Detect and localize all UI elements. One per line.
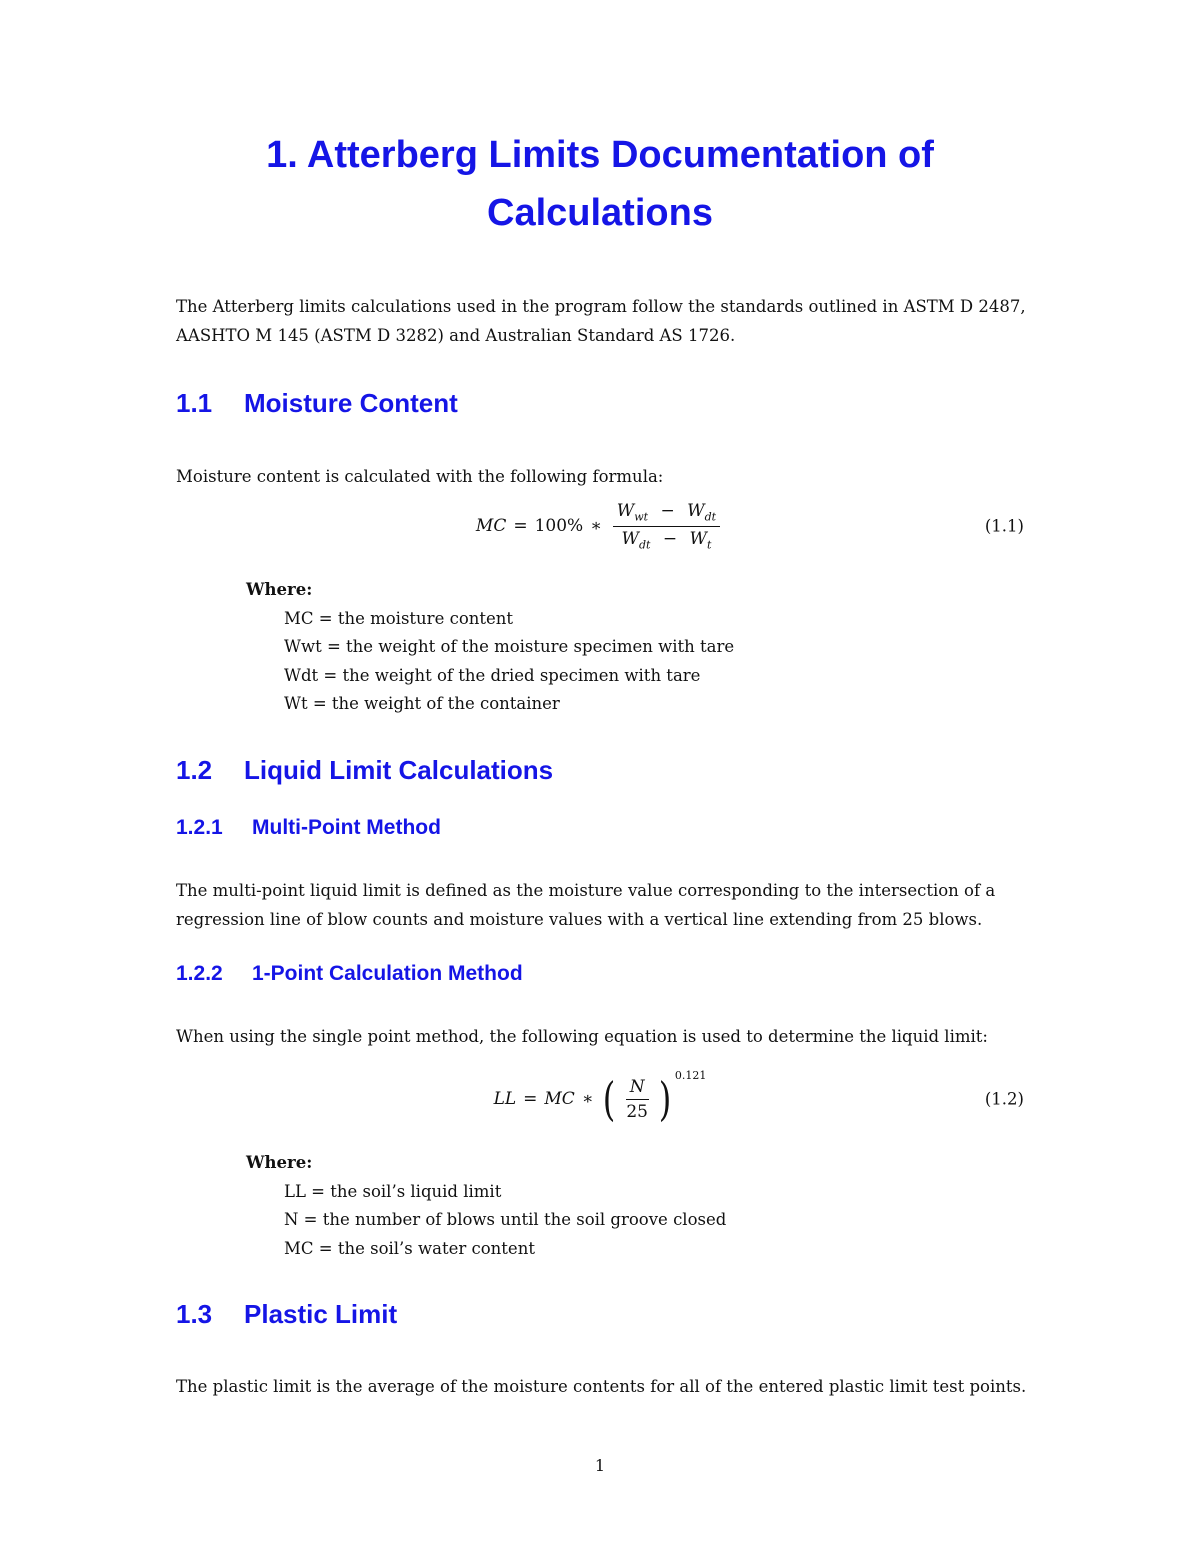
multi-point-line-2: regression line of blow counts and moisture values with a vertical line extending from 25 blows.: [176, 910, 983, 929]
definition-row: Wt = the weight of the container: [284, 694, 560, 713]
subsection-number: 1.2.1: [176, 816, 223, 839]
multi-point-paragraph: [176, 876, 1036, 934]
eq-percent: 100%: [534, 516, 584, 536]
chapter-title-text: 1. Atterberg Limits Documentation of Calculations: [266, 134, 934, 234]
where-label: Where:: [246, 1153, 313, 1172]
where-block-moisture: [246, 576, 946, 719]
equation-number: (1.1): [984, 516, 1024, 536]
equation-body: [176, 491, 1024, 561]
moisture-content-text: Moisture content is calculated with the following formula:: [176, 467, 664, 486]
equation-body: [176, 1064, 1024, 1134]
eq-numerator: [613, 501, 720, 526]
eq-equals: =: [523, 1089, 538, 1109]
sub-dt: dt: [704, 510, 717, 524]
eq-minus: −: [660, 501, 675, 522]
left-paren: (: [603, 1072, 616, 1126]
definition-row: MC = the soil’s water content: [284, 1238, 535, 1258]
section-title: Liquid Limit Calculations: [244, 755, 554, 785]
intro-line-1: The Atterberg limits calculations used in the program follow the standards outlined in ASTM D 2487,: [176, 297, 1026, 316]
equation-number: (1.2): [984, 1089, 1024, 1109]
subsection-heading-multi-point: [176, 816, 441, 840]
eq-lhs: LL: [493, 1089, 517, 1109]
eq-multiply: ∗: [590, 516, 602, 536]
eq-denominator: [617, 527, 715, 551]
intro-paragraph: [176, 292, 1036, 350]
eq-power: [600, 1068, 707, 1126]
chapter-title: [150, 126, 1050, 242]
eq-denominator: 25: [626, 1101, 648, 1122]
var-w: W: [689, 528, 707, 549]
eq-mc: MC: [544, 1089, 575, 1109]
one-point-text: When using the single point method, the following equation is used to determine the liquid limit:: [176, 1027, 988, 1046]
definition-row: MC = the moisture content: [284, 608, 514, 628]
var-w: W: [616, 501, 635, 522]
where-label: Where:: [246, 580, 313, 599]
page-number: 1: [594, 1456, 606, 1475]
subsection-title: Multi-Point Method: [252, 816, 441, 839]
eq-fraction: [622, 1077, 652, 1122]
section-number: 1.2: [176, 755, 213, 785]
subsection-title: 1-Point Calculation Method: [252, 962, 523, 985]
intro-line-2: AASHTO M 145 (ASTM D 3282) and Australian Standard AS 1726.: [176, 326, 736, 345]
subsection-number: 1.2.2: [176, 962, 223, 985]
var-w: W: [621, 528, 639, 549]
section-number: 1.1: [176, 388, 213, 418]
eq-equals: =: [513, 516, 528, 536]
eq-fraction: [613, 501, 720, 551]
section-heading-liquid-limit: [176, 755, 553, 786]
eq-numerator: N: [626, 1077, 649, 1100]
section-number: 1.3: [176, 1299, 213, 1329]
eq-multiply: ∗: [581, 1089, 594, 1109]
definition-row: Wwt = the weight of the moisture specimen with tare: [284, 637, 735, 656]
definition-row: N = the number of blows until the soil groove closed: [284, 1210, 727, 1229]
eq-minus: −: [662, 528, 678, 549]
equation-liquid-limit: [176, 1064, 1024, 1134]
equation-moisture-content: [176, 491, 1024, 561]
eq-lhs: MC: [475, 516, 507, 536]
section-heading-moisture-content: [176, 388, 458, 419]
sub-wt: wt: [634, 510, 649, 524]
section-title: Plastic Limit: [244, 1299, 398, 1329]
var-w: W: [687, 501, 705, 522]
right-paren: ): [658, 1072, 672, 1126]
section-heading-plastic-limit: [176, 1299, 397, 1330]
section-title: Moisture Content: [244, 388, 458, 418]
where-block-liquid-limit: [246, 1149, 946, 1263]
subsection-heading-one-point: [176, 962, 523, 986]
multi-point-line-1: The multi-point liquid limit is defined as the moisture value corresponding to the intersection of a: [176, 881, 996, 900]
definition-row: LL = the soil’s liquid limit: [284, 1181, 502, 1201]
eq-exponent: 0.121: [674, 1068, 707, 1082]
plastic-limit-text: The plastic limit is the average of the moisture contents for all of the entered plastic limit test points.: [176, 1377, 1027, 1396]
definition-row: Wdt = the weight of the dried specimen with tare: [284, 665, 701, 685]
sub-dt: dt: [638, 537, 651, 551]
sub-t: t: [706, 537, 712, 551]
